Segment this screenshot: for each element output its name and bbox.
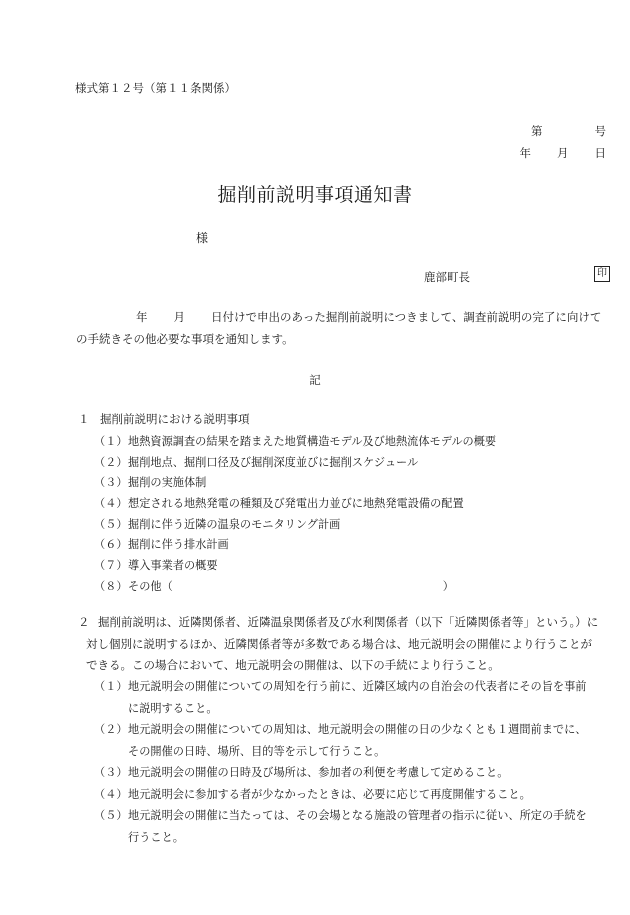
document-date bbox=[520, 145, 607, 161]
document-number bbox=[531, 123, 606, 139]
list-item: （３） 掘削の実施体制 bbox=[94, 476, 207, 490]
section2-line3: できる。この場合において、地元説明会の開催は、以下の手続により行うこと。 bbox=[86, 658, 500, 672]
list-item: （４） 地元説明会に参加する者が少なかったときは、必要に応じて再度開催すること。 bbox=[94, 787, 531, 801]
list-item: （１） 地熱資源調査の結果を踏まえた地質構造モデル及び地熱流体モデルの概要 bbox=[94, 435, 497, 448]
intro-text-line1: 日付けで申出のあった掘削前説明につきまして、調査前説明の完了に向けて bbox=[211, 310, 602, 324]
form-number: 様式第１２号（第１１条関係） bbox=[75, 81, 236, 95]
list-item: （２） 地元説明会の開催についての周知は、地元説明会の開催の日の少なくとも１週間前までに、 その開催の日時、場所、目的等を示して行うこと。 bbox=[94, 723, 587, 758]
section1-title: 掘削前説明における説明事項 bbox=[100, 412, 250, 426]
section2-line2: 対し個別に説明するほか、近隣関係者等が多数である場合は、地元説明会の開催により行うことが bbox=[86, 636, 592, 651]
other-close-paren: ） bbox=[442, 579, 454, 593]
intro-month: 月 bbox=[173, 310, 185, 324]
section2-number: ２ bbox=[78, 615, 90, 629]
list-item: （３） 地元説明会の開催の日時及び場所は、参加者の利便を考慮して定めること。 bbox=[94, 766, 509, 779]
list-item-other: （８） その他（ ） bbox=[94, 577, 496, 598]
issuer: 鹿部町長 bbox=[424, 270, 470, 284]
date-day: 日 bbox=[594, 146, 606, 160]
section1-heading bbox=[78, 411, 250, 427]
doc-number-prefix: 第 bbox=[531, 124, 543, 138]
list-item: （２） 掘削地点、掘削口径及び掘削深度並びに掘削スケジュール bbox=[94, 455, 419, 469]
date-year: 年 bbox=[519, 146, 531, 160]
list-item: （５） 地元説明会の開催に当たっては、その会場となる施設の管理者の指示に従い、所定の手続を 行うこと。 bbox=[94, 809, 587, 844]
intro-paragraph bbox=[76, 306, 610, 350]
section2-line1: 掘削前説明は、近隣関係者、近隣温泉関係者及び水利関係者（以下「近隣関係者等」という。）に bbox=[98, 615, 599, 629]
section1-number: １ bbox=[78, 412, 90, 426]
list-item: （５） 掘削に伴う近隣の温泉のモニタリング計画 bbox=[94, 517, 341, 531]
intro-text-line2: の手続きその他必要な事項を通知します。 bbox=[76, 332, 294, 346]
seal-mark: 印 bbox=[594, 266, 610, 282]
section2-paragraph bbox=[78, 612, 610, 677]
section2-list bbox=[94, 676, 610, 848]
doc-number-suffix: 号 bbox=[594, 124, 606, 138]
date-month: 月 bbox=[557, 146, 569, 160]
ki-heading: 記 bbox=[309, 373, 321, 387]
intro-year: 年 bbox=[136, 310, 148, 324]
list-item: （１） 地元説明会の開催についての周知を行う前に、近隣区域内の自治会の代表者にその旨を事前 に説明すること。 bbox=[94, 680, 587, 715]
list-item: （６） 掘削に伴う排水計画 bbox=[94, 538, 229, 552]
list-item: （４） 想定される地熱発電の種類及び発電出力並びに地熱発電設備の配置 bbox=[94, 497, 464, 511]
addressee: 様 bbox=[196, 231, 209, 245]
document-title: 掘削前説明事項通知書 bbox=[217, 184, 413, 206]
section1-list bbox=[94, 432, 496, 598]
list-item: （７） 導入事業者の概要 bbox=[94, 559, 218, 573]
